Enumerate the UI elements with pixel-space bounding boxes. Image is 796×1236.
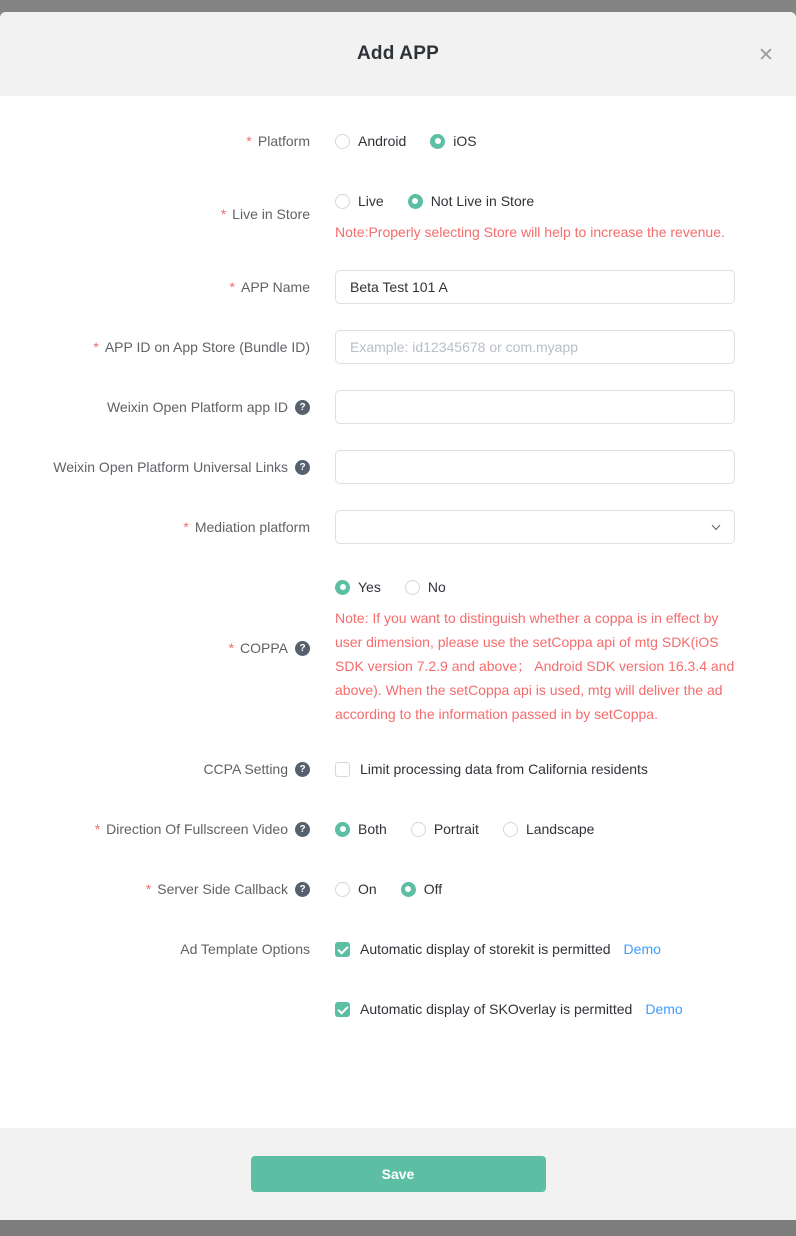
radio-live[interactable] xyxy=(335,193,384,209)
form-row-bundle-id xyxy=(30,330,766,364)
field-label-text: Weixin Open Platform app ID xyxy=(106,399,288,415)
help-icon[interactable]: ? xyxy=(295,882,310,897)
radio-landscape[interactable] xyxy=(503,821,595,837)
form-row-live-in-store xyxy=(30,184,766,244)
help-icon[interactable]: ? xyxy=(295,400,310,415)
checkbox-icon[interactable] xyxy=(335,762,350,777)
weixin-app-id-input[interactable] xyxy=(335,390,735,424)
modal-header xyxy=(0,12,796,96)
form-row-mediation-platform xyxy=(30,510,766,544)
save-button[interactable]: Save xyxy=(251,1156,546,1192)
checkbox-icon[interactable] xyxy=(335,942,350,957)
storekit-checkbox[interactable] xyxy=(335,941,611,957)
form-row-server-side-callback xyxy=(30,872,766,906)
field-label-text: CCPA Setting xyxy=(203,761,288,777)
radio-both[interactable] xyxy=(335,821,387,837)
checkbox-icon[interactable] xyxy=(335,1002,350,1017)
radio-label: Portrait xyxy=(433,821,479,837)
required-asterisk: * xyxy=(220,206,227,222)
field-label-text: Mediation platform xyxy=(194,519,310,535)
checkbox-label: Automatic display of SKOverlay is permitted xyxy=(360,1001,633,1017)
help-icon[interactable]: ? xyxy=(295,762,310,777)
coppa-note: Note: If you want to distinguish whether a coppa is in effect by user dimension, please use the setCoppa api of mtg SDK(iOS SDK version 7.2.9 and above； Android SDK version 16.3.4 and above). When the setCoppa api is used, mtg will deliver the ad according to the information passed in by setCoppa. xyxy=(335,610,735,722)
radio-label: Live xyxy=(358,193,384,209)
callback-radio-group xyxy=(335,872,735,906)
field-label-text: COPPA xyxy=(240,640,288,656)
field-label xyxy=(30,992,310,1026)
field-label xyxy=(30,124,310,158)
field-label xyxy=(30,330,310,364)
field-label xyxy=(30,932,310,966)
close-icon[interactable]: ✕ xyxy=(754,44,778,68)
field-label-text: APP ID on App Store (Bundle ID) xyxy=(104,339,310,355)
field-label-text: Platform xyxy=(257,133,310,149)
live-in-store-radio-group xyxy=(335,184,735,218)
mediation-platform-select[interactable] xyxy=(335,510,735,544)
required-asterisk: * xyxy=(93,339,99,355)
field-label-text: Weixin Open Platform Universal Links xyxy=(53,459,288,475)
radio-label: Not Live in Store xyxy=(430,193,535,209)
checkbox-label: Automatic display of storekit is permitted xyxy=(360,941,611,957)
form-row-fullscreen-direction xyxy=(30,812,766,846)
form-row-weixin-universal-links xyxy=(30,450,766,484)
form-row-ad-template-skoverlay xyxy=(30,992,766,1026)
field-label xyxy=(30,390,310,424)
radio-coppa-yes[interactable] xyxy=(335,579,381,595)
field-label xyxy=(30,184,310,244)
form-row-app-name xyxy=(30,270,766,304)
field-label-text: APP Name xyxy=(241,279,310,295)
page-background-top xyxy=(0,0,796,12)
form-row-platform xyxy=(30,124,766,158)
field-label xyxy=(30,752,310,786)
page-background-bottom xyxy=(0,1220,796,1236)
radio-not-live-in-store[interactable] xyxy=(408,193,535,209)
radio-ios[interactable] xyxy=(430,133,476,149)
field-label-text: Ad Template Options xyxy=(180,941,310,957)
radio-label: Android xyxy=(358,133,407,149)
radio-circle-icon[interactable] xyxy=(401,882,416,897)
field-label-text: Live in Store xyxy=(232,206,310,222)
app-name-input[interactable] xyxy=(335,270,735,304)
radio-label: On xyxy=(358,881,377,897)
radio-circle-icon[interactable] xyxy=(335,580,350,595)
checkbox-label: Limit processing data from California residents xyxy=(360,761,648,777)
help-icon[interactable]: ? xyxy=(295,460,310,475)
form-row-ccpa xyxy=(30,752,766,786)
form-row-coppa xyxy=(30,570,766,726)
radio-circle-icon[interactable] xyxy=(335,194,350,209)
radio-label: Yes xyxy=(358,579,381,595)
storekit-demo-link[interactable]: Demo xyxy=(623,941,661,957)
form-row-ad-template-storekit xyxy=(30,932,766,966)
field-label xyxy=(30,510,310,544)
store-note: Note:Properly selecting Store will help to increase the revenue. xyxy=(335,224,725,240)
radio-coppa-no[interactable] xyxy=(405,579,446,595)
field-label xyxy=(30,872,310,906)
radio-off[interactable] xyxy=(401,881,442,897)
required-asterisk: * xyxy=(145,881,152,897)
radio-circle-icon[interactable] xyxy=(335,822,350,837)
radio-label: iOS xyxy=(453,133,477,149)
required-asterisk: * xyxy=(229,279,235,295)
radio-label: No xyxy=(427,579,446,595)
required-asterisk: * xyxy=(94,821,101,837)
modal-body xyxy=(0,96,796,1128)
field-label xyxy=(30,570,310,726)
field-label-text: Direction Of Fullscreen Video xyxy=(106,821,288,837)
radio-label: Landscape xyxy=(525,821,595,837)
form-row-weixin-app-id xyxy=(30,390,766,424)
add-app-modal xyxy=(0,12,796,1220)
field-label xyxy=(30,812,310,846)
modal-title: Add APP xyxy=(357,43,439,64)
field-label-text: Server Side Callback xyxy=(157,881,288,897)
required-asterisk: * xyxy=(228,640,235,656)
radio-circle-icon[interactable] xyxy=(430,134,445,149)
ccpa-checkbox[interactable] xyxy=(335,761,648,777)
coppa-radio-group xyxy=(335,570,735,604)
radio-circle-icon[interactable] xyxy=(335,882,350,897)
radio-circle-icon[interactable] xyxy=(405,580,420,595)
skoverlay-demo-link[interactable]: Demo xyxy=(645,1001,683,1017)
field-label xyxy=(30,270,310,304)
radio-label: Both xyxy=(358,821,387,837)
modal-footer xyxy=(0,1128,796,1220)
radio-android[interactable] xyxy=(335,133,406,149)
radio-circle-icon[interactable] xyxy=(335,134,350,149)
required-asterisk: * xyxy=(183,519,189,535)
chevron-down-icon xyxy=(710,521,722,533)
help-icon[interactable]: ? xyxy=(295,641,310,656)
radio-label: Off xyxy=(423,881,443,897)
radio-circle-icon[interactable] xyxy=(408,194,423,209)
radio-on[interactable] xyxy=(335,881,377,897)
weixin-universal-links-input[interactable] xyxy=(335,450,735,484)
skoverlay-checkbox[interactable] xyxy=(335,1001,632,1017)
required-asterisk: * xyxy=(246,133,252,149)
help-icon[interactable]: ? xyxy=(295,822,310,837)
bundle-id-input[interactable] xyxy=(335,330,735,364)
radio-circle-icon[interactable] xyxy=(503,822,518,837)
radio-circle-icon[interactable] xyxy=(411,822,426,837)
platform-radio-group xyxy=(335,124,735,158)
direction-radio-group xyxy=(335,812,735,846)
radio-portrait[interactable] xyxy=(411,821,479,837)
field-label xyxy=(30,450,310,484)
